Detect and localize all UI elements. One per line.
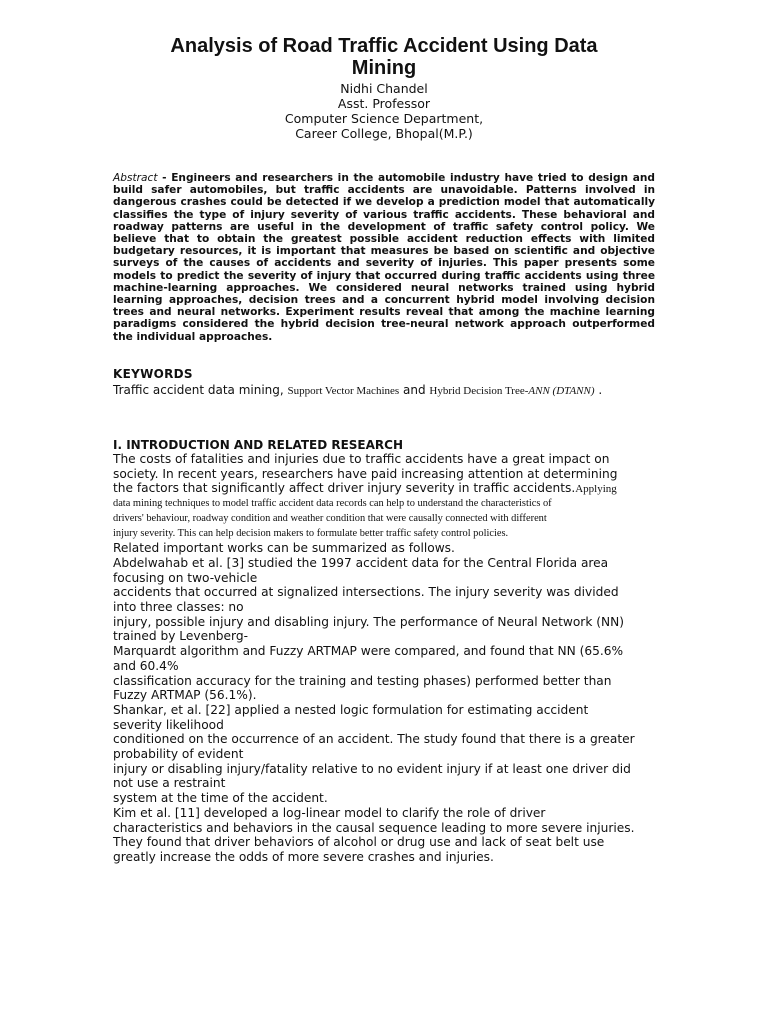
body-line: society. In recent years, researchers have paid increasing attention at determining	[113, 466, 618, 481]
abstract	[113, 172, 655, 343]
body-line: Kim et al. [11] developed a log-linear model to clarify the role of driver	[113, 805, 546, 820]
body-line: Abdelwahab et al. [3] studied the 1997 accident data for the Central Florida area	[113, 555, 609, 570]
author-department: Computer Science Department,	[284, 111, 484, 126]
body-line: injury, possible injury and disabling injury. The performance of Neural Network (NN)	[113, 614, 624, 629]
keywords-heading: KEYWORDS	[113, 367, 193, 381]
body-line: They found that driver behaviors of alcohol or drug use and lack of seat belt use	[113, 835, 605, 850]
author-position: Asst. Professor	[337, 96, 431, 111]
section-heading: I. INTRODUCTION AND RELATED RESEARCH	[113, 438, 404, 452]
body-line: Related important works can be summarized as follows.	[113, 541, 455, 556]
keyword-text: ANN (DTANN)	[528, 385, 595, 397]
author-affiliation: Career College, Bhopal(M.P.)	[295, 126, 473, 141]
paper-title	[0, 35, 768, 79]
body-text: the factors that significantly affect driver injury severity in traffic accidents.	[113, 481, 576, 496]
body-line: Fuzzy ARTMAP (56.1%).	[113, 688, 257, 703]
body-line: system at the time of the accident.	[113, 791, 328, 806]
keywords-line	[113, 383, 602, 399]
body-line: classification accuracy for the training and testing phases) performed better than	[113, 673, 612, 688]
author-block	[0, 81, 768, 141]
body-line: trained by Levenberg-	[113, 629, 248, 644]
paper-title-line: Analysis of Road Traffic Accident Using Data	[170, 35, 598, 57]
body-line: severity likelihood	[113, 717, 224, 732]
body-line: probability of evident	[113, 747, 244, 762]
keyword-text: Traffic accident data mining,	[113, 383, 288, 397]
paper-title-line: Mining	[351, 57, 417, 79]
body-line: into three classes: no	[113, 600, 244, 615]
body-line: Shankar, et al. [22] applied a nested logic formulation for estimating accident	[113, 702, 589, 717]
keyword-text: .	[594, 383, 603, 397]
body-line: accidents that occurred at signalized intersections. The injury severity was divided	[113, 585, 619, 600]
body-line: The costs of fatalities and injuries due to traffic accidents have a great impact on	[113, 452, 610, 466]
section-body	[113, 452, 655, 865]
body-line: Marquardt algorithm and Fuzzy ARTMAP were compared, and found that NN (65.6%	[113, 644, 624, 659]
body-line: not use a restraint	[113, 776, 226, 791]
abstract-text: - Engineers and researchers in the automobile industry have tried to design and build safer automobiles, but traffic accidents are unavoidable. Patterns involved in dangerous crashes could be detected if we develop a prediction model that automatically classifies the type of injury severity of various traffic accidents. These behavioral and roadway patterns are useful in the development of traffic safety control policy. We believe that to obtain the greatest possible accident reduction effects with limited budgetary resources, it is important that measures be based on scientific and objective surveys of the causes of accidents and severity of injuries. This paper presents some models to predict the severity of injury that occurred during traffic accidents using three machine-learning approaches. We considered neural networks trained using hybrid learning approaches, decision trees and a concurrent hybrid model involving decision trees and neural networks. Experiment results reveal that among the machine learning paradigms considered the hybrid decision tree-neural network approach outperformed the individual approaches.	[113, 172, 655, 343]
author-name: Nidhi Chandel	[340, 81, 428, 96]
body-line-serif: drivers' behaviour, roadway condition and weather condition that were causally connected with different	[113, 512, 547, 524]
body-line: greatly increase the odds of more severe crashes and injuries.	[113, 849, 494, 864]
keyword-text: Hybrid Decision Tree-	[429, 385, 529, 397]
body-line-serif: data mining techniques to model traffic accident data records can help to understand the characteristics of	[113, 498, 552, 510]
body-line: and 60.4%	[113, 658, 179, 673]
body-line: injury or disabling injury/fatality relative to no evident injury if at least one driver did	[113, 761, 631, 776]
keyword-text: and	[399, 383, 430, 397]
body-line: characteristics and behaviors in the causal sequence leading to more severe injuries.	[113, 820, 635, 835]
abstract-label: Abstract	[113, 172, 158, 184]
body-text-serif: Applying	[575, 483, 617, 496]
keyword-text: Support Vector Machines	[287, 385, 400, 397]
body-line: focusing on two-vehicle	[113, 570, 258, 585]
body-line-serif: injury severity. This can help decision makers to formulate better traffic safety control policies.	[113, 527, 509, 539]
body-line: conditioned on the occurrence of an accident. The study found that there is a greater	[113, 732, 635, 747]
body-line-mixed	[113, 481, 655, 497]
